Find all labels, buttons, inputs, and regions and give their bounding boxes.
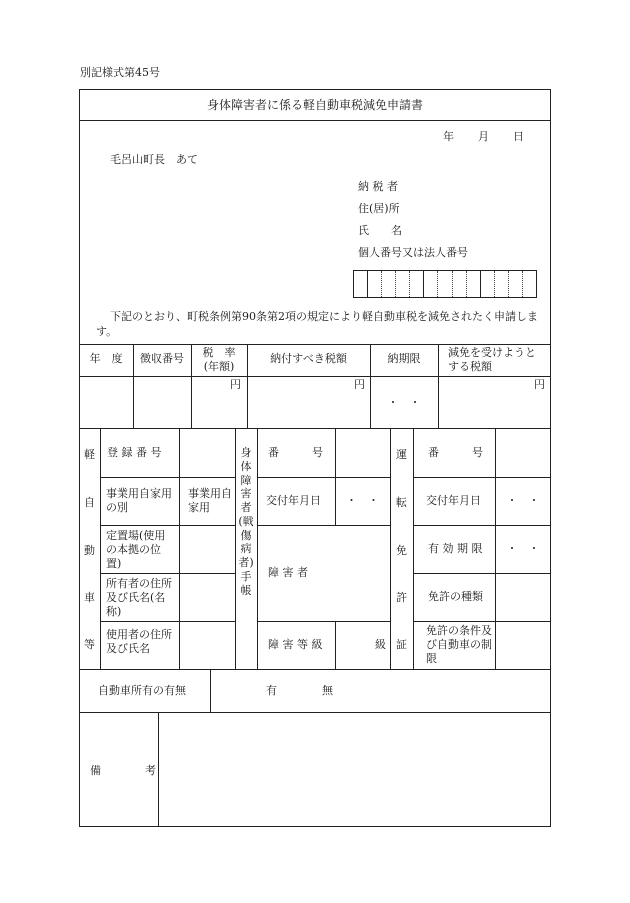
date-year: 年 bbox=[443, 130, 454, 143]
col-collection-number: 徴収番号 bbox=[140, 352, 184, 365]
disability-grade-label: 障 害 等 級 bbox=[268, 638, 323, 651]
addressee: 毛呂山町長 あて bbox=[110, 153, 198, 166]
license-side-2: 転 bbox=[396, 496, 407, 509]
ownership-no[interactable]: 無 bbox=[322, 684, 333, 697]
handbook-issue-date-label: 交付年月日 bbox=[266, 494, 321, 507]
form-number: 別記様式第45号 bbox=[80, 66, 160, 79]
vehicle-ownership-label: 自動車所有の有無 bbox=[98, 684, 186, 697]
license-side-5: 証 bbox=[396, 638, 407, 651]
owner-label: 所有者の住所及び氏名(名称) bbox=[106, 577, 172, 618]
address-field[interactable]: 住(居)所 bbox=[358, 202, 400, 215]
license-issue-date-label: 交付年月日 bbox=[426, 494, 481, 507]
disability-handbook-label: 身体障害者(戦傷病者)手帳 bbox=[238, 446, 254, 597]
license-side-3: 免 bbox=[396, 544, 407, 557]
exempt-yen: 円 bbox=[534, 378, 545, 391]
registration-number-label: 登 録 番 号 bbox=[107, 446, 162, 459]
disability-grade-unit: 級 bbox=[375, 638, 386, 651]
vehicle-side-1: 軽 bbox=[84, 448, 95, 461]
vehicle-side-4: 車 bbox=[84, 591, 95, 604]
col-exempt-amount: 減免を受けようとする税額 bbox=[448, 346, 536, 373]
license-side-1: 運 bbox=[396, 448, 407, 461]
license-issue-date-dots[interactable]: ・ ・ bbox=[506, 494, 540, 507]
col-fiscal-year: 年 度 bbox=[89, 352, 123, 365]
taxpayer-label: 納 税 者 bbox=[358, 180, 398, 193]
col-tax-rate-sub: (年額) bbox=[203, 360, 235, 373]
remarks-field[interactable] bbox=[159, 713, 550, 826]
vehicle-side-2: 自 bbox=[84, 496, 95, 509]
license-side-4: 許 bbox=[396, 591, 407, 604]
license-validity-dots[interactable]: ・ ・ bbox=[506, 542, 540, 555]
user-label: 使用者の住所及び氏名 bbox=[106, 628, 172, 655]
license-number-label: 番 号 bbox=[428, 446, 483, 459]
name-field[interactable]: 氏 名 bbox=[358, 224, 402, 237]
vehicle-side-5: 等 bbox=[84, 638, 95, 651]
individual-number-input[interactable] bbox=[353, 270, 537, 298]
col-tax-rate: 税 率 bbox=[202, 346, 236, 359]
date-day: 日 bbox=[513, 130, 524, 143]
remarks-label: 備 考 bbox=[90, 764, 156, 777]
tax-rate-yen: 円 bbox=[230, 378, 241, 391]
license-validity-label: 有 効 期 限 bbox=[428, 542, 483, 555]
deadline-dots[interactable]: ・ ・ bbox=[387, 396, 421, 409]
license-conditions-label: 免許の条件及び自動車の制限 bbox=[426, 624, 492, 665]
business-private-label: 事業用自家用の別 bbox=[106, 487, 172, 514]
individual-number-label: 個人番号又は法人番号 bbox=[358, 246, 468, 259]
amount-due-yen: 円 bbox=[354, 378, 365, 391]
business-private-value[interactable]: 事業用自家用 bbox=[188, 487, 232, 514]
handbook-number-label: 番 号 bbox=[268, 446, 323, 459]
vehicle-side-3: 動 bbox=[84, 544, 95, 557]
storage-location-label: 定置場(使用の本拠の位置) bbox=[106, 529, 166, 570]
disability-label: 障 害 者 bbox=[268, 566, 308, 579]
ownership-yes[interactable]: 有 bbox=[266, 684, 277, 697]
license-type-label: 免許の種類 bbox=[428, 590, 483, 603]
form-title: 身体障害者に係る軽自動車税減免申請書 bbox=[206, 98, 423, 112]
date-month: 月 bbox=[478, 130, 489, 143]
col-deadline: 納期限 bbox=[387, 352, 421, 365]
handbook-issue-date-dots[interactable]: ・ ・ bbox=[346, 494, 379, 507]
request-statement: 下記のとおり、町税条例第90条第2項の規定により軽自動車税を減免されたく申請します。 bbox=[96, 310, 538, 338]
col-amount-due: 納付すべき税額 bbox=[270, 352, 347, 365]
